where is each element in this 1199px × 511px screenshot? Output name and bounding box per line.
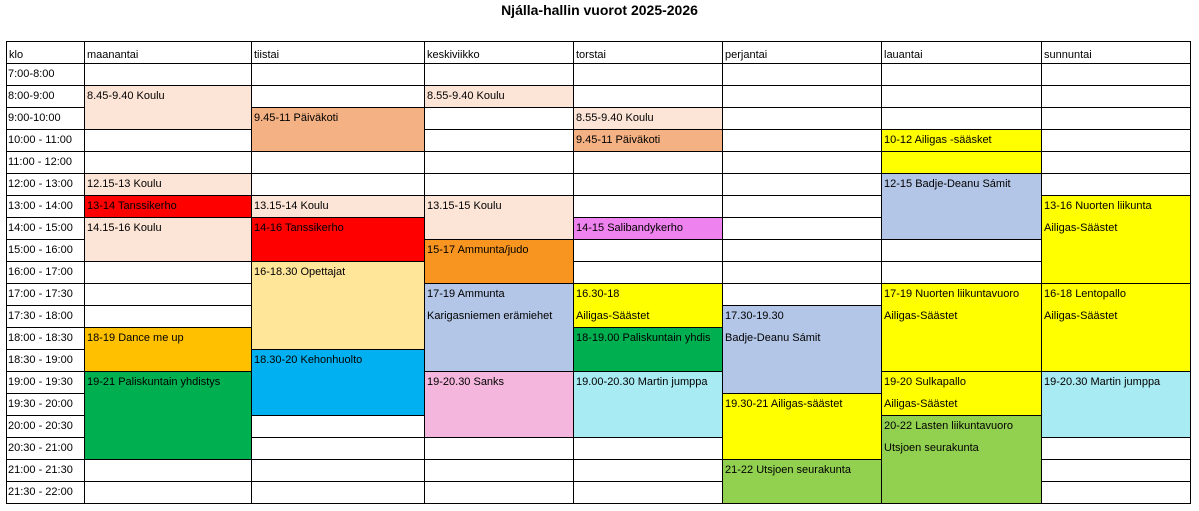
time-label: 21:30 - 22:00 (8, 486, 73, 498)
schedule-block (84, 195, 251, 217)
grid-line (573, 151, 723, 152)
block-label: Badje-Deanu Sámit (725, 332, 821, 344)
header-day: torstai (576, 49, 606, 61)
grid-line (1041, 283, 1191, 284)
grid-line (1190, 41, 1191, 504)
grid-line (424, 151, 574, 152)
schedule-block (251, 107, 424, 151)
grid-line (6, 41, 1191, 42)
block-label: 8.55-9.40 Koulu (576, 112, 654, 124)
grid-line (84, 481, 252, 482)
grid-line (251, 195, 425, 196)
schedule-block (84, 371, 251, 459)
header-day: sunnuntai (1044, 49, 1092, 61)
time-label: 19:00 - 19:30 (8, 376, 73, 388)
grid-line (573, 239, 723, 240)
time-label: 21:00 - 21:30 (8, 464, 73, 476)
grid-line (6, 63, 1191, 64)
grid-line (251, 85, 425, 86)
schedule-block (1041, 371, 1190, 437)
schedule-block (251, 217, 424, 261)
grid-line (251, 107, 425, 108)
grid-line (6, 305, 85, 306)
grid-line (251, 459, 425, 460)
block-label: 18-19 Dance me up (87, 332, 184, 344)
time-label: 16:00 - 17:00 (8, 266, 73, 278)
header-klo: klo (9, 49, 24, 61)
grid-line (251, 217, 425, 218)
grid-line (424, 371, 574, 372)
schedule-block (881, 415, 1041, 503)
time-label: 17:30 - 18:00 (8, 310, 73, 322)
header-day: perjantai (725, 49, 768, 61)
block-label: 13-16 Nuorten liikunta (1044, 200, 1152, 212)
grid-line (573, 327, 723, 328)
grid-line (881, 503, 1042, 504)
time-label: 18:00 - 18:30 (8, 332, 73, 344)
grid-line (722, 129, 882, 130)
schedule-block (881, 129, 1041, 151)
grid-line (573, 41, 574, 504)
block-label: 18-19.00 Paliskuntain yhdis (576, 332, 711, 344)
block-label: 14.15-16 Koulu (87, 222, 162, 234)
grid-line (6, 415, 85, 416)
grid-line (722, 151, 882, 152)
schedule-block (84, 85, 251, 129)
grid-line (6, 481, 85, 482)
grid-line (573, 85, 723, 86)
grid-line (424, 173, 574, 174)
grid-line (722, 305, 882, 306)
grid-line (6, 239, 85, 240)
schedule-block (424, 239, 573, 283)
grid-line (6, 173, 85, 174)
grid-line (881, 371, 1042, 372)
grid-line (722, 393, 882, 394)
block-label: 17.30-19.30 (725, 310, 784, 322)
time-label: 14:00 - 15:00 (8, 222, 73, 234)
grid-line (1041, 503, 1191, 504)
grid-line (6, 151, 85, 152)
time-label: 8:00-9:00 (8, 90, 55, 102)
grid-line (84, 503, 252, 504)
block-label: Ailigas-Säästet (884, 398, 958, 410)
grid-line (881, 129, 1042, 130)
schedule-block (881, 173, 1041, 239)
grid-line (722, 107, 882, 108)
grid-line (84, 459, 252, 460)
grid-line (1041, 459, 1191, 460)
schedule-block (424, 195, 573, 239)
block-label: 16.30-18 (576, 288, 620, 300)
grid-line (6, 129, 85, 130)
block-label: 21-22 Utsjoen seurakunta (725, 464, 851, 476)
time-label: 18:30 - 19:00 (8, 354, 73, 366)
grid-line (84, 41, 85, 504)
schedule-block (84, 327, 251, 371)
schedule-block (84, 217, 251, 261)
block-label: Karigasniemen erämiehet (427, 310, 553, 322)
block-label: 8.45-9.40 Koulu (87, 90, 165, 102)
grid-line (881, 283, 1042, 284)
grid-line (84, 195, 252, 196)
grid-line (573, 481, 723, 482)
grid-line (573, 129, 723, 130)
time-label: 17:00 - 17:30 (8, 288, 73, 300)
block-label: 8.55-9.40 Koulu (427, 90, 505, 102)
block-label: 19.00-20.30 Martin jumppa (576, 376, 708, 388)
grid-line (84, 283, 252, 284)
schedule-block (881, 151, 1041, 173)
grid-line (424, 129, 574, 130)
schedule-block (573, 283, 722, 327)
grid-line (1041, 437, 1191, 438)
grid-line (573, 437, 723, 438)
grid-line (1041, 481, 1191, 482)
grid-line (573, 503, 723, 504)
grid-line (251, 437, 425, 438)
grid-line (1041, 85, 1191, 86)
grid-line (1041, 371, 1191, 372)
grid-line (722, 217, 882, 218)
time-label: 19:30 - 20:00 (8, 398, 73, 410)
grid-line (424, 195, 574, 196)
block-label: 19-20.30 Martin jumppa (1044, 376, 1161, 388)
grid-line (1041, 195, 1191, 196)
grid-line (6, 85, 85, 86)
schedule-block (573, 107, 722, 129)
schedule-block (424, 85, 573, 107)
grid-line (881, 41, 882, 504)
block-label: 19-20.30 Sanks (427, 376, 505, 388)
grid-line (84, 129, 252, 130)
grid-line (1041, 151, 1191, 152)
block-label: 16-18.30 Opettajat (254, 266, 346, 278)
grid-line (722, 41, 723, 504)
grid-line (251, 481, 425, 482)
grid-line (6, 283, 85, 284)
grid-line (722, 239, 882, 240)
block-label: 12.15-13 Koulu (87, 178, 162, 190)
grid-line (6, 503, 85, 504)
block-label: 19-20 Sulkapallo (884, 376, 966, 388)
grid-line (84, 173, 252, 174)
grid-line (722, 283, 882, 284)
grid-line (6, 261, 85, 262)
grid-line (573, 371, 723, 372)
grid-line (424, 85, 574, 86)
block-label: Ailigas-Säästet (1044, 310, 1118, 322)
block-label: 9.45-11 Päiväkoti (254, 112, 339, 124)
grid-line (881, 239, 1042, 240)
block-label: 19.30-21 Ailigas-säästet (725, 398, 843, 410)
grid-line (573, 261, 723, 262)
grid-line (6, 107, 85, 108)
grid-line (84, 217, 252, 218)
block-label: 14-15 Salibandykerho (576, 222, 684, 234)
grid-line (722, 459, 882, 460)
schedule-block (424, 283, 573, 371)
schedule-block (251, 261, 424, 349)
block-label: Ailigas-Säästet (1044, 222, 1118, 234)
block-label: 17-19 Ammunta (427, 288, 505, 300)
grid-line (881, 415, 1042, 416)
schedule-block (573, 371, 722, 437)
grid-line (1041, 129, 1191, 130)
grid-line (6, 437, 85, 438)
block-label: 13.15-15 Koulu (427, 200, 502, 212)
block-label: 16-18 Lentopallo (1044, 288, 1126, 300)
time-label: 13:00 - 14:00 (8, 200, 73, 212)
grid-line (6, 393, 85, 394)
grid-line (84, 305, 252, 306)
block-label: 10-12 Ailigas -sääsket (884, 134, 992, 146)
schedule-block (251, 349, 424, 415)
grid-line (251, 173, 425, 174)
block-label: 13.15-14 Koulu (254, 200, 329, 212)
grid-line (6, 195, 85, 196)
schedule-block (881, 283, 1041, 371)
grid-line (6, 349, 85, 350)
grid-line (6, 459, 85, 460)
schedule-block (573, 129, 722, 151)
block-label: Ailigas-Säästet (884, 310, 958, 322)
time-label: 20:30 - 21:00 (8, 442, 73, 454)
schedule-block (722, 305, 881, 393)
header-day: tiistai (254, 49, 280, 61)
schedule-block (881, 371, 1041, 415)
grid-line (722, 503, 882, 504)
block-label: 17-19 Nuorten liikuntavuoro (884, 288, 1020, 300)
schedule-block (84, 173, 251, 195)
grid-line (251, 261, 425, 262)
grid-line (722, 195, 882, 196)
grid-line (84, 85, 252, 86)
block-label: 20-22 Lasten liikuntavuoro (884, 420, 1014, 432)
grid-line (6, 371, 85, 372)
grid-line (1041, 41, 1042, 504)
grid-line (6, 327, 85, 328)
grid-line (251, 151, 425, 152)
grid-line (251, 41, 252, 504)
grid-line (424, 41, 425, 504)
grid-line (424, 107, 574, 108)
time-label: 7:00-8:00 (8, 68, 55, 80)
grid-line (881, 261, 1042, 262)
page-title: Njálla-hallin vuorot 2025-2026 (501, 2, 698, 18)
grid-line (6, 217, 85, 218)
time-label: 20:00 - 20:30 (8, 420, 73, 432)
grid-line (573, 217, 723, 218)
block-label: Ailigas-Säästet (576, 310, 650, 322)
grid-line (573, 459, 723, 460)
grid-line (251, 503, 425, 504)
grid-line (251, 415, 425, 416)
grid-line (424, 239, 574, 240)
time-label: 10:00 - 11:00 (8, 134, 73, 146)
block-label: 14-16 Tanssikerho (254, 222, 344, 234)
time-label: 9:00-10:00 (8, 112, 61, 124)
header-day: maanantai (87, 49, 139, 61)
grid-line (881, 151, 1042, 152)
block-label: Utsjoen seurakunta (884, 442, 979, 454)
schedule-block (722, 459, 881, 503)
grid-line (424, 437, 574, 438)
grid-line (251, 349, 425, 350)
block-label: 9.45-11 Päiväkoti (576, 134, 661, 146)
grid-line (424, 459, 574, 460)
grid-line (722, 85, 882, 86)
grid-line (573, 173, 723, 174)
schedule-block (722, 393, 881, 459)
grid-line (722, 173, 882, 174)
grid-line (573, 283, 723, 284)
schedule-block (1041, 283, 1190, 371)
grid-line (722, 261, 882, 262)
time-label: 12:00 - 13:00 (8, 178, 73, 190)
grid-line (573, 195, 723, 196)
schedule-block (573, 327, 722, 371)
grid-line (573, 107, 723, 108)
schedule-block (424, 371, 573, 437)
block-label: 18.30-20 Kehonhuolto (254, 354, 363, 366)
grid-line (6, 41, 7, 504)
grid-line (881, 85, 1042, 86)
grid-line (1041, 173, 1191, 174)
grid-line (424, 481, 574, 482)
grid-line (881, 107, 1042, 108)
grid-line (1041, 107, 1191, 108)
schedule-block (251, 195, 424, 217)
block-label: 15-17 Ammunta/judo (427, 244, 529, 256)
grid-line (84, 151, 252, 152)
header-day: lauantai (884, 49, 923, 61)
block-label: 12-15 Badje-Deanu Sámit (884, 178, 1011, 190)
block-label: 13-14 Tanssikerho (87, 200, 177, 212)
grid-line (881, 173, 1042, 174)
time-label: 15:00 - 16:00 (8, 244, 73, 256)
schedule-block (573, 217, 722, 239)
grid-line (424, 283, 574, 284)
grid-line (424, 503, 574, 504)
grid-line (84, 371, 252, 372)
time-label: 11:00 - 12:00 (8, 156, 73, 168)
block-label: 19-21 Paliskuntain yhdistys (87, 376, 221, 388)
schedule-block (1041, 195, 1190, 283)
grid-line (84, 327, 252, 328)
grid-line (84, 261, 252, 262)
header-day: keskiviikko (427, 49, 480, 61)
